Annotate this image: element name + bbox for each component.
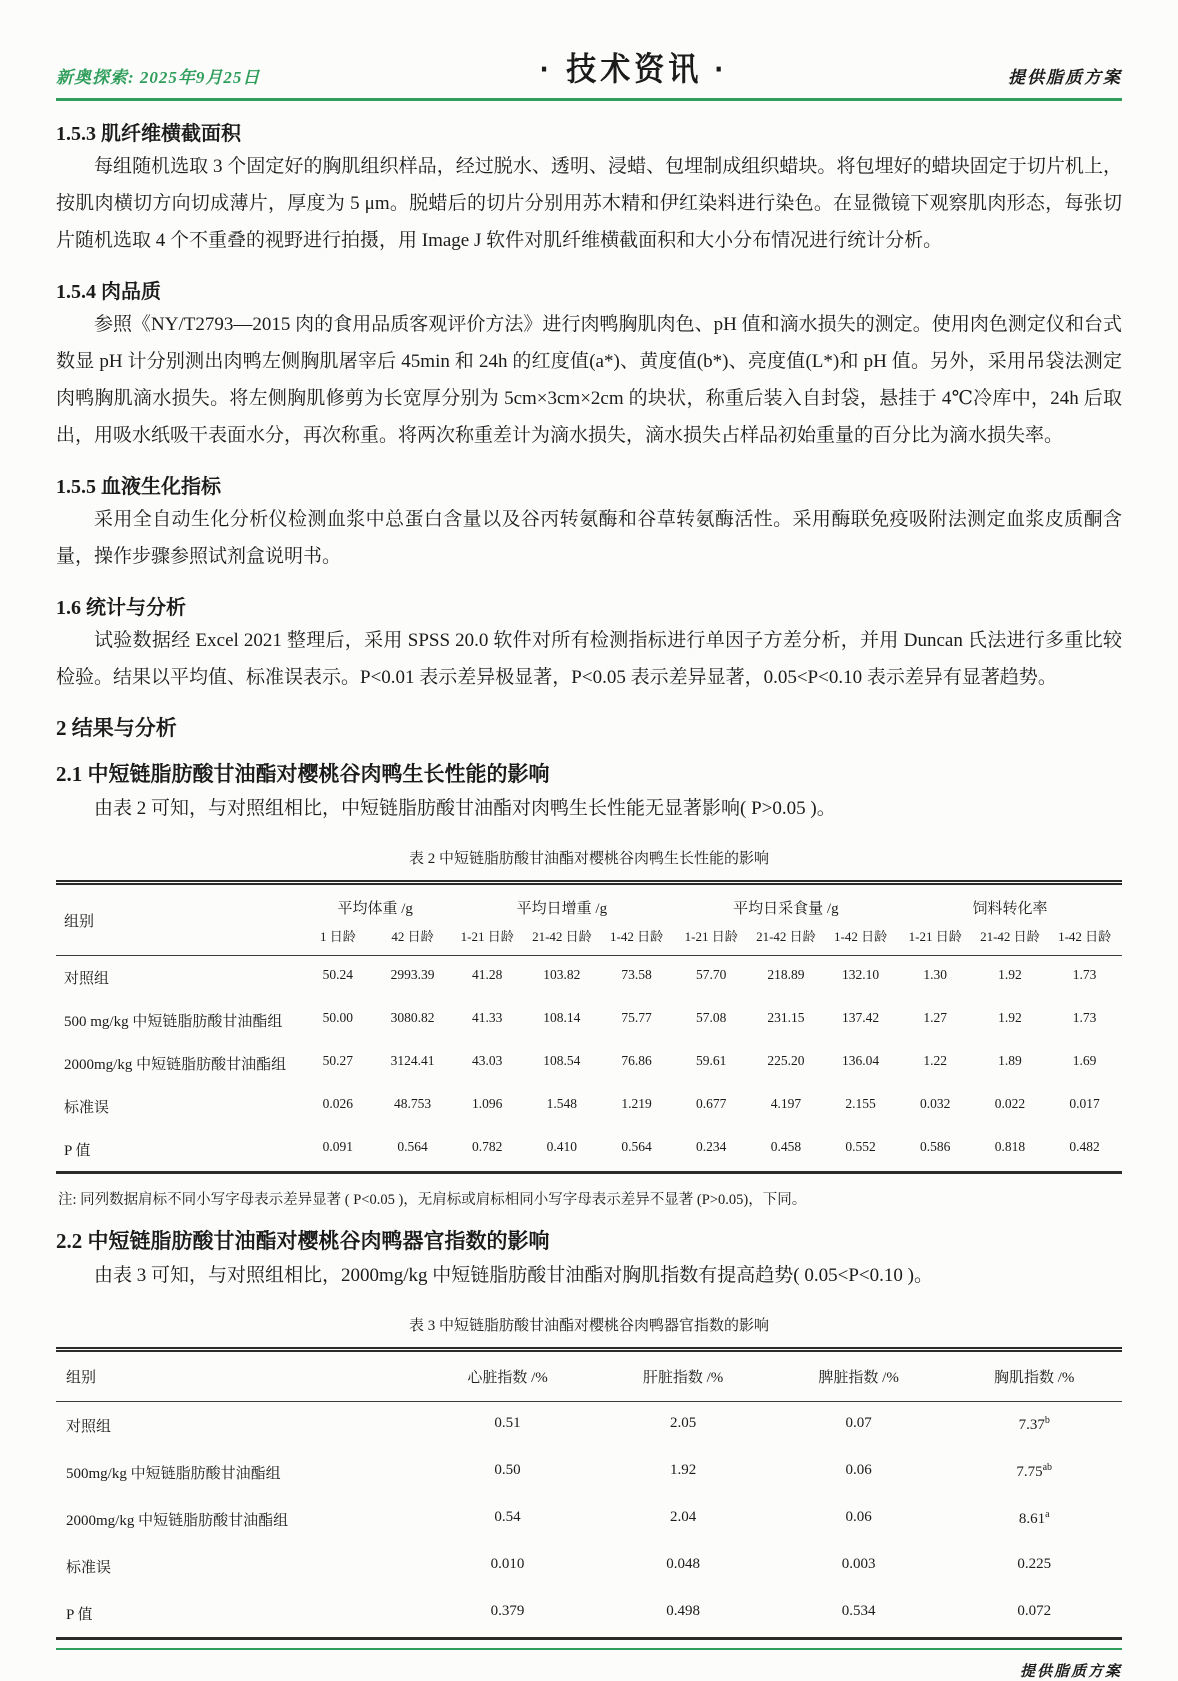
table-cell: 0.06 — [845, 1509, 872, 1525]
row-label: 500 mg/kg 中短链脂肪酸甘油酯组 — [64, 1014, 283, 1030]
table-cell: 218.89 — [767, 967, 805, 982]
table-cell: 0.498 — [666, 1603, 700, 1619]
table-cell: 73.58 — [621, 967, 652, 982]
table-cell: 0.410 — [546, 1139, 578, 1154]
section-body-1-5-4: 参照《NY/T2793—2015 肉的食用品质客观评价方法》进行肉鸭胸肌肉色、pH 值和滴水损失的测定。使用肉色测定仪和台式数显 pH 计分别测出肉鸭左侧胸肌屠宰后 45min 和 24h 的红度值(a*)、黄度值(b*)、亮度值(L*)和 pH 值。另外，采用吊袋法测定肉鸭胸肌滴水损失。将左侧胸肌修剪为长宽厚分别为 5cm×3cm×2cm 的块状，称重后装入自封袋，悬挂于 4℃冷库中，24h 后取出，用吸水纸吸干表面水分，再次称重。将两次称重差计为滴水损失，滴水损失占样品初始重量的百分比为滴水损失率。 — [56, 314, 1122, 446]
table-cell: 225.20 — [767, 1053, 805, 1068]
section-body-1-6: 试验数据经 Excel 2021 整理后，采用 SPSS 20.0 软件对所有检测指标进行单因子方差分析，并用 Duncan 氏法进行多重比较检验。结果以平均值、标准误表示。P<0.01 表示差异极显著，P<0.05 表示差异显著，0.05<P<0.10 表示差异有显著趋势。 — [56, 630, 1122, 688]
header-date-text: 新奥探索: 2025年9月25日 — [56, 68, 261, 87]
table-cell: 57.70 — [696, 967, 727, 982]
table3-column-header: 心脏指数 /% — [467, 1370, 548, 1386]
table2-group-row — [56, 883, 1122, 921]
table-cell: 0.586 — [920, 1139, 951, 1154]
table2-subheader: 1 日龄 — [319, 929, 356, 944]
row-label: P 值 — [64, 1143, 91, 1159]
table-cell: 137.42 — [841, 1010, 880, 1025]
table-cell: 0.50 — [494, 1462, 521, 1478]
table2-subheader: 21-42 日龄 — [756, 929, 816, 944]
section-heading-1-5-4: 1.5.4 肉品质 — [56, 281, 161, 303]
table3-body — [56, 1402, 1122, 1639]
section-heading-2: 2 结果与分析 — [56, 716, 177, 740]
table-row — [56, 1128, 1122, 1173]
table-cell: 231.15 — [767, 1010, 805, 1025]
table2-subheader: 1-42 日龄 — [609, 929, 664, 944]
table2-subheader: 21-42 日龄 — [532, 929, 592, 944]
table-cell: 0.482 — [1069, 1139, 1100, 1154]
table-cell: 0.032 — [920, 1096, 951, 1111]
table2 — [56, 880, 1122, 1174]
table-cell: 0.54 — [494, 1509, 521, 1525]
row-label: 2000mg/kg 中短链脂肪酸甘油酯组 — [64, 1057, 287, 1073]
table-cell: 41.33 — [472, 1010, 503, 1025]
table-cell: 0.048 — [666, 1556, 700, 1572]
table-cell: 108.54 — [543, 1053, 581, 1068]
table-cell: 0.06 — [845, 1462, 872, 1478]
table-row — [56, 1496, 1122, 1543]
table-cell: 103.82 — [543, 967, 581, 982]
table-cell: 57.08 — [696, 1010, 727, 1025]
table-row — [56, 1543, 1122, 1590]
table-cell: 0.564 — [397, 1139, 428, 1154]
table3-column-header: 脾脏指数 /% — [818, 1370, 899, 1386]
section-heading-1-6: 1.6 统计与分析 — [56, 597, 186, 619]
table2-group-header: 平均日采食量 /g — [733, 901, 839, 917]
table-row — [56, 1042, 1122, 1085]
table-cell: 43.03 — [472, 1053, 503, 1068]
table3-column-header: 胸肌指数 /% — [993, 1370, 1075, 1386]
table-cell: 0.026 — [322, 1096, 354, 1111]
section-body-1-5-5: 采用全自动生化分析仪检测血浆中总蛋白含量以及谷丙转氨酶和谷草转氨酶活性。采用酶联免疫吸附法测定血浆皮质酮含量，操作步骤参照试剂盒说明书。 — [56, 509, 1122, 567]
section-body-2-1: 由表 2 可知，与对照组相比，中短链脂肪酸甘油酯对肉鸭生长性能无显著影响( P>0.05 )。 — [94, 798, 836, 819]
significance-superscript: ab — [1042, 1462, 1053, 1473]
row-label: 500mg/kg 中短链脂肪酸甘油酯组 — [66, 1466, 281, 1482]
table-cell: 2.05 — [669, 1415, 697, 1431]
table2-stub-header: 组别 — [64, 913, 95, 930]
table-cell: 0.534 — [841, 1603, 876, 1619]
table-row — [56, 1449, 1122, 1496]
table-row — [56, 956, 1122, 1000]
table2-group-header: 饲料转化率 — [972, 901, 1048, 917]
table2-subheader: 21-42 日龄 — [980, 929, 1040, 944]
table-cell: 1.73 — [1072, 967, 1097, 982]
row-label: 标准误 — [64, 1100, 110, 1116]
table-cell: 7.75$^{ab}$ — [1016, 1462, 1053, 1480]
row-label: 对照组 — [64, 971, 110, 987]
table3-head — [56, 1350, 1122, 1402]
table-cell: 4.197 — [770, 1096, 802, 1111]
table2-caption: 表 2 中短链脂肪酸甘油酯对樱桃谷肉鸭生长性能的影响 — [408, 851, 769, 867]
table-cell: 1.92 — [669, 1462, 697, 1478]
table-cell: 1.89 — [998, 1053, 1022, 1068]
table-cell: 1.92 — [998, 967, 1022, 982]
footer-slogan: 提供脂质方案 — [1019, 1664, 1122, 1680]
table-cell: 2993.39 — [390, 967, 435, 982]
table-cell: 0.818 — [994, 1139, 1026, 1154]
table3-header-row — [56, 1350, 1122, 1402]
table-cell: 108.14 — [543, 1010, 581, 1025]
table2-body — [56, 956, 1122, 1173]
section-heading-2-1: 2.1 中短链脂肪酸甘油酯对樱桃谷肉鸭生长性能的影响 — [56, 762, 550, 786]
table2-group-header: 平均体重 /g — [337, 901, 413, 917]
table-cell: 0.458 — [770, 1139, 802, 1154]
table-cell: 41.28 — [472, 967, 503, 982]
table-cell: 0.07 — [845, 1415, 872, 1431]
table-cell: 0.234 — [696, 1139, 727, 1154]
section-heading-1-5-5: 1.5.5 血液生化指标 — [56, 476, 221, 498]
table-cell: 1.096 — [472, 1096, 503, 1111]
table-cell: 0.072 — [1017, 1603, 1052, 1619]
significance-superscript: b — [1044, 1415, 1050, 1426]
table-cell: 7.37$^b$ — [1018, 1415, 1050, 1433]
page-header — [56, 44, 1122, 101]
table-cell: 59.61 — [696, 1053, 727, 1068]
table-cell: 0.003 — [841, 1556, 876, 1572]
table-row — [56, 1085, 1122, 1128]
table2-subheader: 1-21 日龄 — [908, 929, 962, 944]
header-title: · 技术资讯 · — [539, 51, 729, 88]
table2-head — [56, 883, 1122, 956]
table-cell: 3080.82 — [390, 1010, 435, 1025]
row-label: 对照组 — [66, 1419, 112, 1435]
table-row — [56, 1402, 1122, 1450]
table2-group-header: 平均日增重 /g — [516, 901, 608, 917]
header-slogan: 提供脂质方案 — [1007, 68, 1122, 87]
table-cell: 0.225 — [1017, 1556, 1052, 1572]
table2-subheader: 1-42 日龄 — [1058, 929, 1112, 944]
table-cell: 1.219 — [621, 1096, 652, 1111]
table2-subheader: 42 日龄 — [391, 929, 434, 944]
table-cell: 0.564 — [621, 1139, 652, 1154]
table3-caption: 表 3 中短链脂肪酸甘油酯对樱桃谷肉鸭器官指数的影响 — [408, 1318, 769, 1334]
footer-rule — [56, 1648, 1122, 1650]
table-cell: 136.04 — [841, 1053, 880, 1068]
table-cell: 1.22 — [923, 1053, 948, 1068]
table2-subheader: 1-21 日龄 — [684, 929, 738, 944]
table-cell: 0.091 — [322, 1139, 354, 1154]
table3-stub-header: 组别 — [66, 1370, 97, 1386]
section-body-1-5-3: 每组随机选取 3 个固定好的胸肌组织样品，经过脱水、透明、浸蜡、包埋制成组织蜡块。将包埋好的蜡块固定于切片机上，按肌肉横切方向切成薄片，厚度为 5 μm。脱蜡后的切片分别用苏木精和伊红染料进行染色。在显微镜下观察肌肉形态，每张切片随机选取 4 个不重叠的视野进行拍摄，用 Image J 软件对肌纤维横截面积和大小分布情况进行统计分析。 — [56, 156, 1122, 251]
table-cell: 0.379 — [490, 1603, 525, 1619]
significance-superscript: a — [1045, 1509, 1050, 1520]
table-cell: 1.92 — [998, 1010, 1022, 1025]
table-cell: 0.017 — [1069, 1096, 1100, 1111]
table-cell: 132.10 — [841, 967, 880, 982]
table2-subheader: 1-42 日龄 — [834, 929, 888, 944]
table-cell: 0.51 — [494, 1415, 521, 1431]
table-cell: 76.86 — [621, 1053, 652, 1068]
table-cell: 0.552 — [845, 1139, 876, 1154]
section-heading-2-2: 2.2 中短链脂肪酸甘油酯对樱桃谷肉鸭器官指数的影响 — [56, 1229, 550, 1253]
row-label: 2000mg/kg 中短链脂肪酸甘油酯组 — [66, 1513, 289, 1529]
table-cell: 50.27 — [322, 1053, 354, 1068]
table-cell: 50.24 — [322, 967, 354, 982]
table-cell: 1.73 — [1072, 1010, 1097, 1025]
table-cell: 2.04 — [669, 1509, 697, 1525]
table3-column-header: 肝脏指数 /% — [642, 1370, 724, 1386]
section-heading-1-5-3: 1.5.3 肌纤维横截面积 — [56, 123, 241, 145]
table-cell: 1.27 — [923, 1010, 948, 1025]
table-cell: 1.69 — [1072, 1053, 1097, 1068]
section-body-2-2: 由表 3 可知，与对照组相比，2000mg/kg 中短链脂肪酸甘油酯对胸肌指数有提高趋势( 0.05<P<0.10 )。 — [94, 1265, 933, 1286]
table-cell: 0.677 — [696, 1096, 727, 1111]
table-cell: 0.022 — [994, 1096, 1026, 1111]
table-row — [56, 1590, 1122, 1639]
table-cell: 48.753 — [393, 1096, 432, 1111]
table-cell: 2.155 — [845, 1096, 876, 1111]
table-cell: 8.61$^a$ — [1018, 1509, 1050, 1527]
table-row — [56, 999, 1122, 1042]
table3 — [56, 1347, 1122, 1640]
table-cell: 1.548 — [546, 1096, 578, 1111]
table-cell: 3124.41 — [390, 1053, 435, 1068]
table-cell: 75.77 — [621, 1010, 652, 1025]
row-label: 标准误 — [66, 1560, 112, 1576]
row-label: P 值 — [66, 1607, 93, 1623]
table-cell: 1.30 — [923, 967, 948, 982]
table2-note: 注: 同列数据肩标不同小写字母表示差异显著 ( P<0.05 )，无肩标或肩标相同小写字母表示差异不显著 (P>0.05)，下同。 — [58, 1192, 807, 1208]
table2-subheader: 1-21 日龄 — [460, 929, 514, 944]
table-cell: 0.782 — [472, 1139, 503, 1154]
table-cell: 50.00 — [322, 1010, 354, 1025]
table-cell: 0.010 — [490, 1556, 525, 1572]
